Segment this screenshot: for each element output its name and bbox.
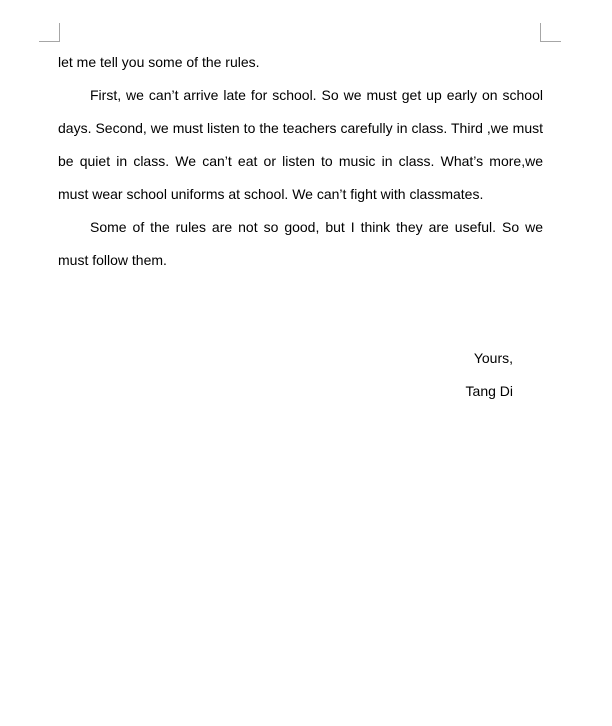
paragraph-intro-line: let me tell you some of the rules. (58, 54, 260, 70)
top-left-crop-mark (39, 23, 60, 42)
top-right-crop-mark (540, 23, 561, 42)
closing-salutation: Yours, (473, 350, 513, 366)
signature: Tang Di (465, 383, 513, 399)
paragraph-conclusion: Some of the rules are not so good, but I think they are useful. So we must follow them. (58, 219, 543, 268)
paragraph-rules: First, we can’t arrive late for school. So we must get up early on school days. Second, we must listen to the teachers carefully in class. Third ,we must be quiet in class. We can’t eat or listen to music in class. What’s more,we must wear school uniforms at school. We can’t fight with classmates. (58, 87, 543, 202)
letter-body (58, 46, 543, 277)
